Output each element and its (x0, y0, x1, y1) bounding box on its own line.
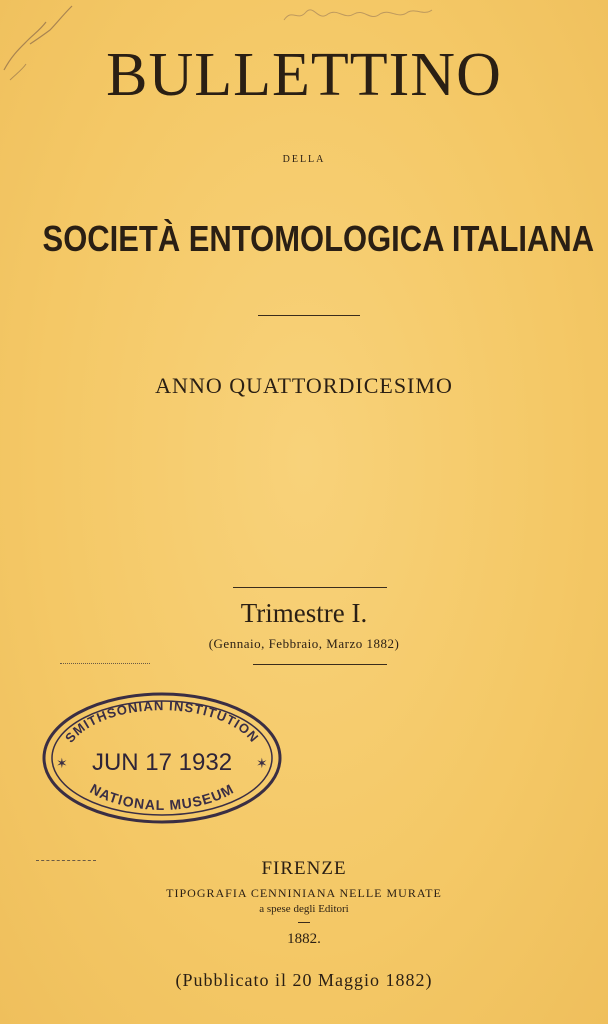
stamp-date: JUN 17 1932 (91, 749, 233, 776)
society-name: SOCIETÀ ENTOMOLOGICA ITALIANA (42, 218, 595, 259)
imprint-note: a spese degli Editori (259, 903, 349, 915)
divider-rule (258, 315, 360, 316)
months-label: (Gennaio, Febbraio, Marzo 1882) (208, 636, 400, 651)
star-icon: ✶ (56, 757, 68, 772)
journal-title: BULLETTINO (106, 41, 502, 109)
stamp-museum: NATIONAL MUSEUM (87, 780, 237, 813)
museum-stamp (38, 688, 286, 828)
trimester-label: Trimestre I. (240, 598, 368, 628)
volume-label: ANNO QUATTORDICESIMO (155, 373, 453, 398)
imprint-city: FIRENZE (261, 858, 347, 879)
stamp-institution: SMITHSONIAN INSTITUTION (62, 698, 262, 746)
star-icon: ✶ (256, 757, 268, 772)
handwritten-annotation-top (278, 0, 438, 30)
imprint-year: 1882. (287, 931, 321, 947)
publication-date: (Pubblicato il 20 Maggio 1882) (175, 970, 433, 990)
divider-rule-upper (233, 587, 387, 588)
imprint-printer: TIPOGRAFIA CENNINIANA NELLE MURATE (166, 886, 442, 900)
della-label: DELLA (282, 154, 326, 165)
dotted-mark (60, 663, 150, 665)
divider-rule-short (298, 922, 310, 923)
divider-rule-lower (253, 664, 387, 665)
